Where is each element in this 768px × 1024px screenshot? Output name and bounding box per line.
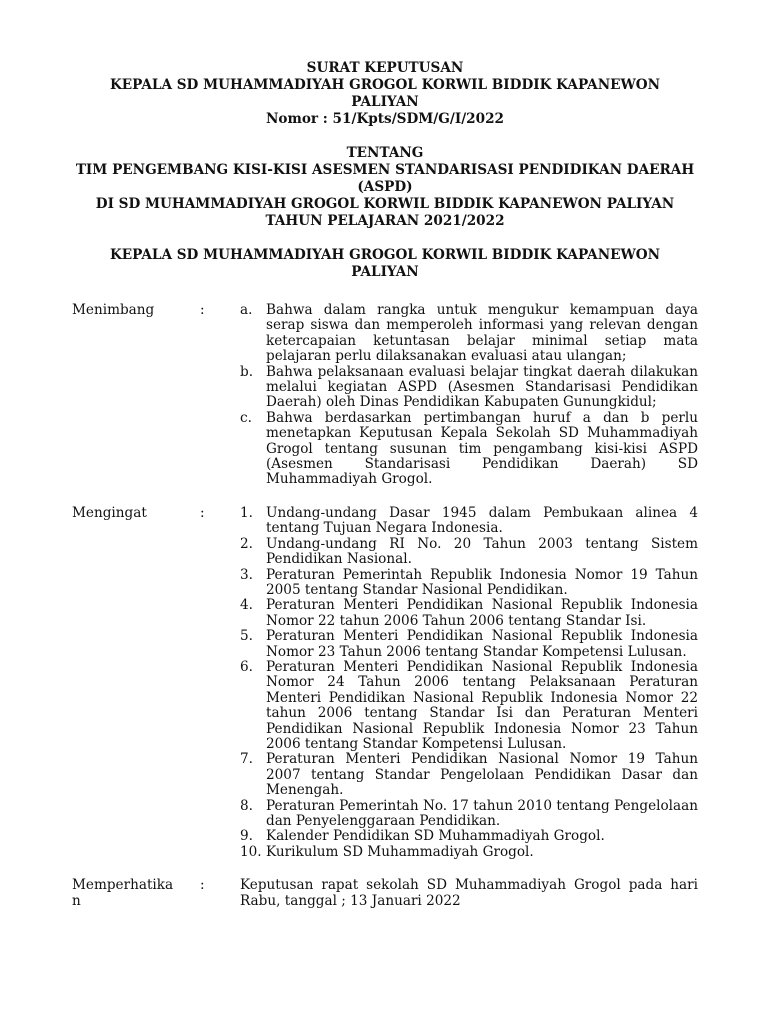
section-colon: :: [200, 302, 205, 318]
document-heading: [72, 60, 698, 281]
list-text: Bahwa pelaksanaan evaluasi belajar tingkat daerah dilakukan melalui kegiatan ASPD (Asesmen Standarisasi Pendidikan Daerah) oleh Dinas Pendidikan Kabupaten Gunungkidul;: [266, 363, 698, 411]
list-item: [240, 303, 698, 365]
list-marker: 9.: [240, 828, 253, 845]
list-marker: 5.: [240, 628, 253, 645]
head-line-1: KEPALA SD MUHAMMADIYAH GROGOL KORWIL BIDDIK KAPANEWON: [109, 247, 661, 263]
section-mengingat: [72, 506, 698, 860]
list-marker: 1.: [240, 504, 253, 521]
list-item: [240, 799, 698, 830]
section-label-line-2: n: [72, 892, 81, 909]
list-item: [240, 598, 698, 629]
list-marker: b.: [240, 363, 254, 380]
subject-line-4: TAHUN PELAJARAN 2021/2022: [265, 213, 505, 229]
list-marker: 8.: [240, 797, 253, 814]
list-item: [240, 629, 698, 660]
list-text: Kalender Pendidikan SD Muhammadiyah Grogol.: [266, 828, 605, 845]
list-item: [240, 537, 698, 568]
section-content: [240, 506, 698, 860]
subject-line-2: (ASPD): [357, 179, 413, 195]
decree-title: SURAT KEPUTUSAN: [306, 60, 464, 76]
head-line-2: PALIYAN: [351, 264, 419, 280]
issuer-line-2: PALIYAN: [351, 94, 419, 110]
subject-line-1: TIM PENGEMBANG KISI-KISI ASESMEN STANDARISASI PENDIDIKAN DAERAH: [75, 162, 695, 178]
list-text: Peraturan Pemerintah Republik Indonesia Nomor 19 Tahun 2005 tentang Standar Nasional Pendidikan.: [266, 566, 698, 598]
section-label: Mengingat: [72, 504, 147, 521]
about-label: TENTANG: [346, 145, 424, 161]
list-marker: 4.: [240, 597, 253, 614]
subject-line-3: DI SD MUHAMMADIYAH GROGOL KORWIL BIDDIK KAPANEWON PALIYAN: [95, 196, 675, 212]
list-text: Peraturan Menteri Pendidikan Nasional Nomor 19 Tahun 2007 tentang Standar Pengelolaan Pendidikan Dasar dan Menengah.: [266, 751, 698, 799]
section-colon: :: [200, 877, 205, 894]
list-text: Bahwa berdasarkan pertimbangan huruf a dan b perlu menetapkan Keputusan Kepala Sekolah SD Muhammadiyah Grogol tentang susunan tim pengambang kisi-kisi ASPD (Asesmen Standarisasi Pendidikan Daerah) SD Muhammadiyah Grogol.: [266, 409, 698, 488]
list-marker: c.: [240, 409, 252, 426]
section-colon: :: [200, 504, 205, 521]
section-content: Keputusan rapat sekolah SD Muhammadiyah Grogol pada hari Rabu, tanggal ; 13 Januari 2022: [240, 877, 698, 909]
list-item: [240, 752, 698, 798]
list-text: Peraturan Menteri Pendidikan Nasional Republik Indonesia Nomor 24 Tahun 2006 tentang Pelaksanaan Peraturan Menteri Pendidikan Nasional Republik Indonesia Nomor 22 tahun 2006 tentang Standar Isi dan Peraturan Menteri Pendidikan Nasional Republik Indonesia Nomor 23 Tahun 2006 tentang Standar Kompetensi Lulusan.: [266, 658, 698, 752]
list-item: [240, 568, 698, 599]
list-item: [240, 829, 698, 844]
list-text: Undang-undang Dasar 1945 dalam Pembukaan alinea 4 tentang Tujuan Negara Indonesia.: [266, 504, 698, 537]
list-item: [240, 845, 698, 860]
list-marker: 10.: [240, 843, 262, 860]
list-marker: 2.: [240, 535, 253, 552]
list-text: Peraturan Pemerintah No. 17 tahun 2010 tentang Pengelolaan dan Penyelenggaraan Pendidikan.: [266, 797, 698, 829]
section-label: [72, 878, 200, 909]
section-label-line-1: Memperhatika: [72, 877, 174, 894]
list-text: Kurikulum SD Muhammadiyah Grogol.: [266, 843, 534, 860]
list-text: Peraturan Menteri Pendidikan Nasional Republik Indonesia Nomor 23 Tahun 2006 tentang Standar Kompetensi Lulusan.: [266, 628, 698, 660]
list-item: [240, 506, 698, 537]
list-text: Bahwa dalam rangka untuk mengukur kemampuan daya serap siswa dan memperoleh informasi yang relevan dengan ketercapaian ketuntasan belajar minimal setiap mata pelajaran perlu dilaksanakan evaluasi atau ulangan;: [266, 302, 698, 365]
list-marker: a.: [240, 302, 253, 318]
list-marker: 7.: [240, 751, 253, 768]
section-menimbang: [72, 303, 698, 488]
decree-number: Nomor : 51/Kpts/SDM/G/I/2022: [265, 111, 505, 127]
list-item: [240, 365, 698, 411]
section-content: [240, 303, 698, 488]
list-marker: 3.: [240, 566, 253, 583]
issuer-line-1: KEPALA SD MUHAMMADIYAH GROGOL KORWIL BIDDIK KAPANEWON: [109, 77, 661, 93]
section-memperhatikan: [72, 878, 698, 909]
section-label: Menimbang: [72, 302, 155, 318]
list-marker: 6.: [240, 658, 253, 675]
list-text: Peraturan Menteri Pendidikan Nasional Republik Indonesia Nomor 22 tahun 2006 Tahun 2006 tentang Standar Isi.: [266, 597, 698, 629]
list-text: Undang-undang RI No. 20 Tahun 2003 tentang Sistem Pendidikan Nasional.: [266, 535, 698, 568]
list-item: [240, 660, 698, 752]
list-item: [240, 411, 698, 488]
